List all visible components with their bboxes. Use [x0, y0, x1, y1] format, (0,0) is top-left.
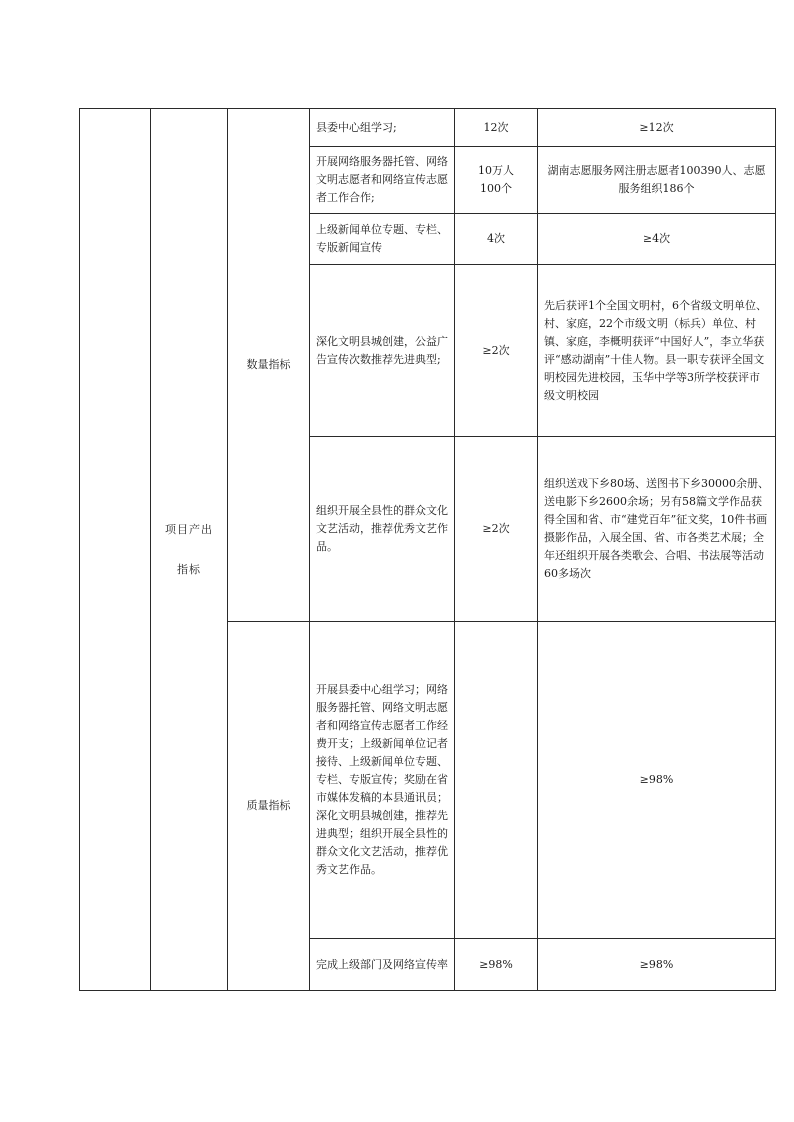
target-cell: ≥2次 [455, 437, 538, 622]
indicator-cell: 开展县委中心组学习；网络服务器托管、网络文明志愿者和网络宣传志愿者工作经费开支；上级新闻单位记者接待、上级新闻单位专题、专栏、专版宣传；奖励在省市媒体发稿的本县通讯员；深化文明县城创建，推荐先进典型；组织开展全县性的群众文化文艺活动，推荐优秀文艺作品。 [310, 622, 455, 939]
blank-column-cell [80, 109, 151, 991]
level1-label: 项目产出 [165, 522, 213, 536]
indicator-cell: 上级新闻单位专题、专栏、专版新闻宣传 [310, 214, 455, 265]
indicator-cell: 完成上级部门及网络宣传率 [310, 939, 455, 991]
indicator-cell: 深化文明县城创建，公益广告宣传次数推荐先进典型; [310, 265, 455, 437]
quantity-indicator-cell: 数量指标 [228, 109, 310, 622]
target-cell: 4次 [455, 214, 538, 265]
target-cell [455, 622, 538, 939]
level1-indicator-cell [151, 109, 228, 991]
actual-cell: ≥4次 [538, 214, 776, 265]
actual-cell: 组织送戏下乡80场、送图书下乡30000余册、送电影下乡2600余场；另有58篇文学作品获得全国和省、市“建党百年”征文奖，10件书画摄影作品，入展全国、省、市各类艺术展；全年还组织开展各类歌会、合唱、书法展等活动60多场次 [538, 437, 776, 622]
target-line-1: 10万人 [478, 164, 514, 177]
actual-cell: 先后获评1个全国文明村，6个省级文明单位、村、家庭，22个市级文明（标兵）单位、村镇、家庭，李概明获评“中国好人”，李立华获评“感动湖南”十佳人物。县一职专获评全国文明校园先进校园，玉华中学等3所学校获评市级文明校园 [538, 265, 776, 437]
performance-indicator-table [79, 108, 776, 991]
indicator-cell: 县委中心组学习; [310, 109, 455, 147]
quality-indicator-cell: 质量指标 [228, 622, 310, 991]
target-cell [455, 147, 538, 214]
actual-cell: ≥12次 [538, 109, 776, 147]
target-cell: 12次 [455, 109, 538, 147]
actual-cell: ≥98% [538, 622, 776, 939]
table-row [80, 109, 776, 147]
target-cell: ≥2次 [455, 265, 538, 437]
actual-cell: ≥98% [538, 939, 776, 991]
indicator-cell: 开展网络服务器托管、网络文明志愿者和网络宣传志愿者工作合作; [310, 147, 455, 214]
target-cell: ≥98% [455, 939, 538, 991]
target-line-2: 100个 [480, 182, 512, 195]
level1-label-line2: 指标 [177, 562, 201, 576]
actual-cell: 湖南志愿服务网注册志愿者100390人、志愿服务组织186个 [538, 147, 776, 214]
indicator-cell: 组织开展全县性的群众文化文艺活动，推荐优秀文艺作品。 [310, 437, 455, 622]
